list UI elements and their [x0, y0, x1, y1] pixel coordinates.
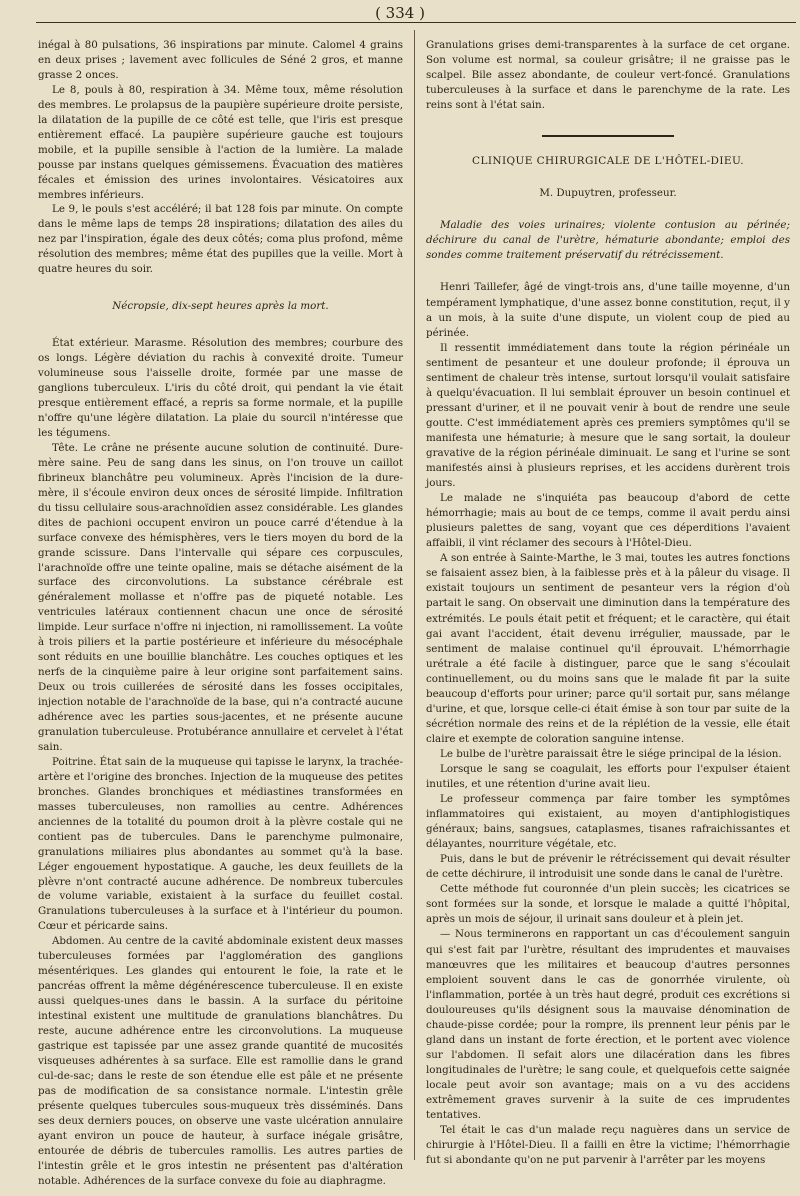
spacer [426, 263, 790, 280]
page-number: ( 334 ) [375, 4, 425, 22]
professor-line: M. Dupuytren, professeur. [539, 187, 677, 200]
case-title: Maladie des voies urinaires; violente contusion au périnée; déchirure du canal de l'urètre, hématurie abondante; emploi des sondes comme traitement préservatif du rétrécissement. [426, 219, 790, 262]
spacer [426, 113, 790, 135]
spacer [38, 314, 403, 336]
paragraph: Poitrine. État sain de la muqueuse qui tapisse le larynx, la trachée-artère et l'origine des bronches. Injection de la muqueuse des petites bronches. Glandes bronchiques et médiastines transformées en masses tuberculeuses, non ramollies au centre. Adhérences anciennes de la totalité du poumon droit à la plèvre costale qui ne contient pas de tubercules. Dans le parenchyme pulmonaire, granulations miliaires plus abondantes au sommet qu'à la base. Léger engouement hypostatique. A gauche, les deux feuillets de la plèvre n'ont contracté aucune adhérence. De nombreux tubercules de volume variable, existaient à la surface du feuillet costal. Granulations tuberculeuses à la surface et à l'intérieur du poumon. Cœur et péricarde sains. [38, 755, 403, 933]
paragraph: Le professeur commença par faire tomber les symptômes inflammatoires qui existaient, au moyen d'antiphlogistiques généraux; bains, sangsues, cataplasmes, tisanes rafraichissantes et délayantes, nourriture végétale, etc. [426, 793, 790, 851]
spacer [426, 169, 790, 186]
paragraph: Abdomen. Au centre de la cavité abdominale existent deux masses tuberculeuses formées par l'agglomération des ganglions mésentériques. Les glandes qui entourent le foie, la rate et le pancréas offrent la même dégénérescence tuberculeuse. Il en existe aussi quelques-unes dans le bassin. A la surface du péritoine intestinal existent une multitude de granulations blanchâtres. Du reste, aucune adhérence entre les circonvolutions. La muqueuse gastrique est tapissée par une assez grande quantité de mucosités visqueuses adhérentes à sa surface. Elle est ramollie dans le grand cul-de-sac; dans le reste de son étendue elle est pâle et ne présente pas de modification de sa consistance normale. L'intestin grêle présente quelques tubercules sous-muqueux très disséminés. Dans ses deux derniers pouces, on observe une vaste ulcération annulaire ayant environ un pouce de hauteur, à surface inégale grisâtre, entourée de débris de tubercules ramollis. Les autres parties de l'intestin grêle et le gros intestin ne présentent pas d'altération notable. Adhérences de la surface convexe du foie au diaphragme. [38, 935, 403, 1187]
paragraph: A son entrée à Sainte-Marthe, le 3 mai, toutes les autres fonctions se faisaient assez bien, à la faiblesse près et à la pâleur du visage. Il existait toujours un sentiment de pesanteur vers la région d'où partait le sang. On observait une diminution dans la température des extrémités. Le pouls était petit et fréquent; et le caractère, qui était gai avant l'accident, était devenu irrégulier, maussade, par le sentiment de malaise continuel qu'il éprouvait. L'hémorrhagie urétrale a été facile à distinguer, parce que le sang s'écoulait continuellement, ou du moins sans que le malade fit par la suite beaucoup d'efforts pour uriner; parce qu'il sortait pur, sans mélange d'urine, et que, lorsque celle-ci était émise à son tour par suite de la sécrétion normale des reins et de la réplétion de la vessie, elle était claire et exempte de coloration sanguine intense. [426, 552, 790, 745]
paragraph: Granulations grises demi-transparentes à la surface de cet organe. Son volume est normal, sa couleur grisâtre; il ne graisse pas le scalpel. Bile assez abondante, de couleur vert-foncé. Granulations tuberculeuses à la surface et dans le parenchyme de la rate. Les reins sont à l'état sain. [426, 39, 790, 112]
spacer [38, 277, 403, 299]
paragraph: — Nous terminerons en rapportant un cas d'écoulement sanguin qui s'est fait par l'urètre, résultant des imprudentes et mauvaises manœuvres que les militaires et beaucoup d'autres personnes emploient souvent dans le cas de gonorrhée virulente, où l'inflammation, portée à un très haut degré, produit ces excrétions si douloureuses qu'ils désignent sous la mauvaise dénomination de chaude-pisse cordée; pour la rompre, ils prennent leur pénis par le gland dans un instant de forte érection, et le portent avec violence sur l'abdomen. Il sefait alors une dilacération dans les fibres longitudinales de l'urètre; le sang coule, et quelquefois cette saignée locale peut avoir son avantage; mais on a vu des accidens extrêmement graves survenir à la suite de ces imprudentes tentatives. [426, 928, 790, 1122]
spacer [426, 137, 790, 154]
paragraph: Le bulbe de l'urètre paraissait être le siége principal de la lésion. [440, 747, 782, 760]
paragraph: Puis, dans le but de prévenir le rétrécissement qui devait résulter de cette déchirure, il introduisit une sonde dans le canal de l'urètre. [426, 853, 790, 881]
paragraph: Tête. Le crâne ne présente aucune solution de continuité. Dure-mère saine. Peu de sang dans les sinus, on l'on trouve un caillot fibrineux blanchâtre peu volumineux. Après l'incision de la dure-mère, il s'écoule environ deux onces de sérosité limpide. Infiltration du tissu cellulaire sous-arachnoïdien assez considérable. Les glandes dites de pachioni occupent environ un pouce carré d'étendue à la surface convexe des hémisphères, vers le tiers moyen du bord de la grande scissure. Dans l'intervalle qui sépare ces corpuscules, l'arachnoïde offre une teinte opaline, mais se détache aisément de la surface des circonvolutions. La substance cérébrale est généralement mollasse et n'offre pas de piqueté notable. Les ventricules latéraux contiennent chacun une once de sérosité limpide. Leur surface n'offre ni injection, ni ramollissement. La voûte à trois piliers et la partie postérieure et inférieure du mésocéphale sont réduits en une bouillie blanchâtre. Les couches optiques et les nerfs de la cinquième paire à leur origine sont parfaitement sains. Deux ou trois cuillerées de sérosité dans les fosses occipitales, injection notable de l'arachnoïde de la base, qui n'a contracté aucune adhérence avec les parties sous-jacentes, et ne présente aucune granulation tuberculeuse. Protubérance annullaire et cervelet à l'état sain. [38, 441, 403, 753]
paragraph: inégal à 80 pulsations, 36 inspirations par minute. Calomel 4 grains en deux prises ; lavement avec follicules de Séné 2 gros, et manne grasse 2 onces. [38, 39, 403, 81]
paragraph: Henri Taillefer, âgé de vingt-trois ans, d'une taille moyenne, d'un tempérament lymphatique, d'une assez bonne constitution, reçut, il y a un mois, à la suite d'une dispute, un violent coup de pied au périnée. [426, 281, 790, 339]
paragraph: Cette méthode fut couronnée d'un plein succès; les cicatrices se sont formées sur la sonde, et lorsque le malade a quitté l'hôpital, après un mois de séjour, il urinait sans douleur et à plein jet. [426, 883, 790, 926]
paragraph: Lorsque le sang se coagulait, les efforts pour l'expulser étaient inutiles, et une rétention d'urine avait lieu. [426, 762, 790, 791]
paragraph: Tel était le cas d'un malade reçu naguères dans un service de chirurgie à l'Hôtel-Dieu. Il a failli en être la victime; l'hémorrhagie fut si abondante qu'on ne put parvenir à l'arrêter par les moyens [426, 1124, 790, 1167]
header-rule [36, 22, 796, 23]
paragraph: État extérieur. Marasme. Résolution des membres; courbure des os longs. Légère déviation du rachis à convexité droite. Tumeur volumineuse sous l'aisselle droite, formée par une masse de ganglions tuberculeux. L'iris du côté droit, qui pendant la vie était presque entièrement effacé, a repris sa forme normale, et la pupille n'offre qu'une légère dilatation. La plaie du sourcil n'intéresse que les tégumens. [38, 337, 403, 439]
necropsy-heading: Nécropsie, dix-sept heures après la mort. [112, 300, 329, 313]
right-column [426, 38, 790, 1168]
left-column [38, 38, 403, 1189]
paragraph: Le malade ne s'inquiéta pas beaucoup d'abord de cette hémorrhagie; mais au bout de ce temps, comme il avait perdu ainsi plusieurs palettes de sang, voyant que ces déperditions l'avaient affaibli, il vint réclamer des secours à l'Hôtel-Dieu. [426, 492, 790, 550]
spacer [426, 201, 790, 218]
paragraph: Il ressentit immédiatement dans toute la région périnéale un sentiment de pesanteur et une douleur profonde; il éprouva un sentiment de chaleur très intense, surtout lorsqu'il voulait satisfaire à quelqu'évacuation. Il lui semblait éprouver un besoin continuel et pressant d'uriner, et il ne pouvait venir à bout de rendre une seule goutte. C'est immédiatement après ces premiers symptômes qu'il se manifesta une hématurie; à mesure que le sang sortait, la douleur gravative de la région périnéale diminuait. Le sang et l'urine se sont manifestés ainsi à plusieurs reprises, et les accidens durèrent trois jours. [426, 341, 790, 490]
paragraph: Le 8, pouls à 80, respiration à 34. Même toux, même résolution des membres. Le prolapsus de la paupière supérieure droite persiste, la dilatation de la pupille de ce côté est telle, que l'iris est presque entièrement effacé. La paupière supérieure gauche est toujours mobile, et la pupille sensible à l'action de la lumière. La malade pousse par instans quelques gémissemens. Évacuation des matières fécales et émission des urines involontaires. Vésicatoires aux membres inférieurs. [38, 83, 403, 201]
paragraph: Le 9, le pouls s'est accéléré; il bat 128 fois par minute. On compte dans le même laps de temps 28 inspirations; dilatation des ailes du nez par l'inspiration, égale des deux côtés; coma plus profond, même résolution des membres; même état des pupilles que la veille. Mort à quatre heures du soir. [38, 203, 403, 276]
section-title: CLINIQUE CHIRURGICALE DE L'HÔTEL-DIEU. [472, 155, 744, 168]
column-divider [414, 30, 415, 1160]
